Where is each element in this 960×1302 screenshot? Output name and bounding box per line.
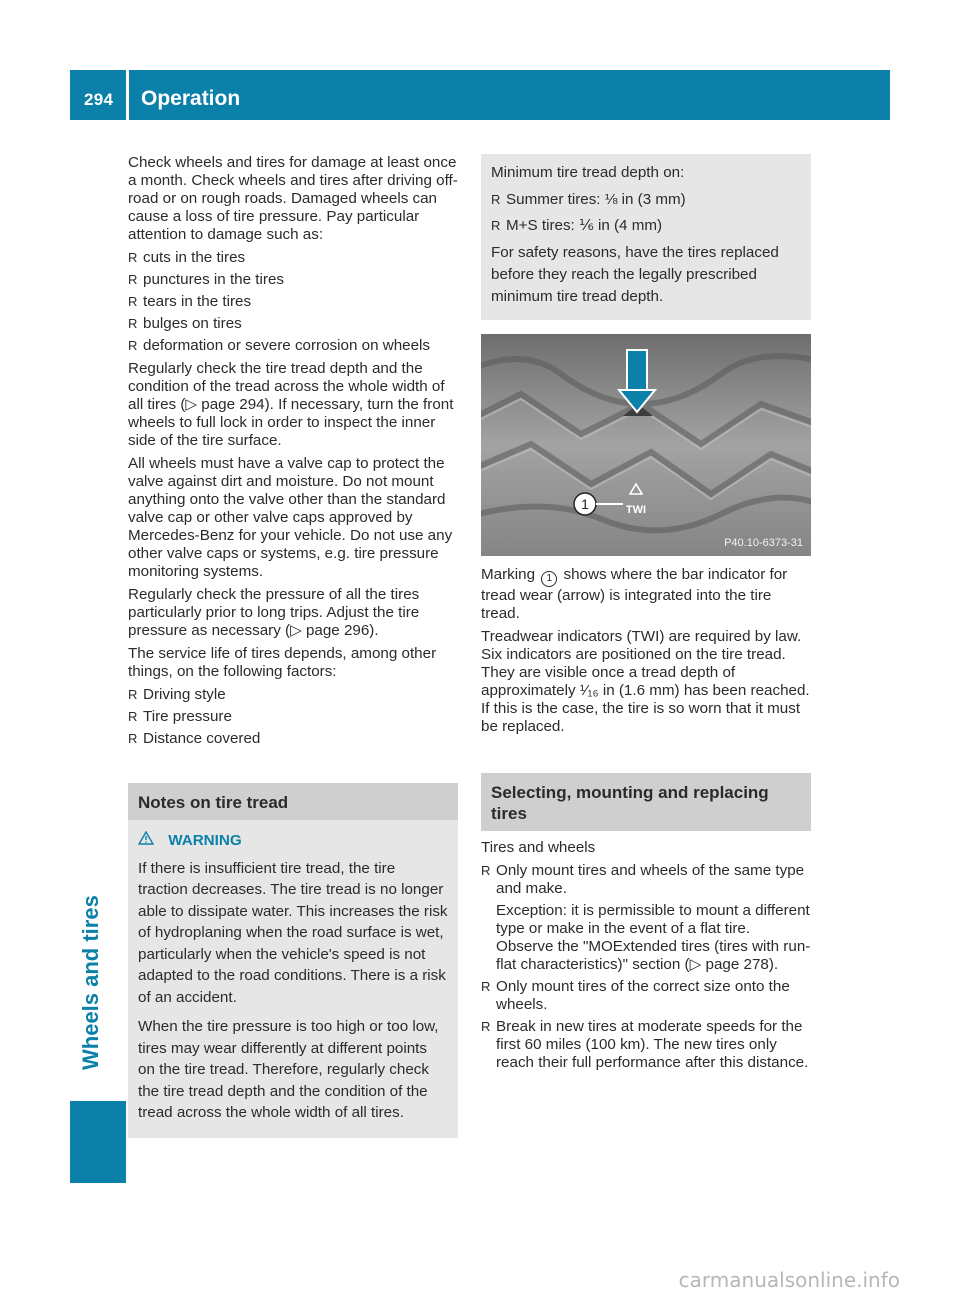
min-tread-title: Minimum tire tread depth on: [491,164,685,181]
rule-text: Only mount tires and wheels of the same type and make. [496,862,805,897]
intro-paragraph: Check wheels and tires for damage at least once a month. Check wheels and tires after driving off-road or on rough roads. Damaged wheels can cause a loss of tire pressure. Pay particular attention to damage such as: [128,154,458,243]
warning-box [128,820,458,1138]
valve-paragraph: All wheels must have a valve cap to protect the valve against dirt and moisture. Do not mount anything onto the valve other than the standard valve cap or other valve caps approved by Mercedes-Benz for your vehicle. Do not use any other valve caps or systems, e.g. tire pressure monitoring systems. [128,455,453,580]
notes-heading: Notes on tire tread [128,783,458,820]
header-divider [126,70,129,120]
pressure-paragraph: Regularly check the pressure of all the tires particularly prior to long trips. Adjust the tire pressure as necessary (▷ page 296). [128,586,420,639]
left-column [128,154,458,1138]
warning-paragraph: When the tire pressure is too high or too low, tires may wear differently at different points on the tire tread. Therefore, regularly check the tire tread depth and the condition of the tread across the whole width of all tires. [138,1018,439,1121]
list-item: R punctures in the tires [128,271,458,289]
page-header [70,70,890,120]
marker-one-icon [574,493,596,515]
rule-text: Break in new tires at moderate speeds for the first 60 miles (100 km). The new tires only reach their full performance after this distance. [496,1018,809,1071]
svg-text:TWI: TWI [625,504,647,516]
svg-text:1: 1 [581,496,589,512]
rules-list [481,862,811,1072]
side-tab-marker [70,1101,126,1183]
warning-icon [138,832,158,849]
marking-text-before: Marking [481,566,536,583]
marking-text-after: shows where the bar indicator for tread wear (arrow) is integrated into the tire tread. [481,566,788,622]
selecting-heading: Selecting, mounting and replacing tires [481,773,811,831]
marking-paragraph [481,566,811,623]
list-item: R Distance covered [128,730,458,748]
min-tread-box [481,154,811,320]
list-item: R deformation or severe corrosion on wheels [128,337,458,355]
warning-label: WARNING [168,832,242,849]
tread-paragraph: Regularly check the tire tread depth and the condition of the tread across the whole width of all tires (▷ page 294). If necessary, turn the front wheels to full lock in order to inspect the inner side of the tire surface. [128,360,454,449]
factors-list [128,686,458,748]
figure-code: P40.10-6373-31 [724,537,803,549]
side-tab-label: Wheels and tires [78,895,103,1070]
rule-text: Only mount tires of the correct size onto the wheels. [496,978,790,1013]
list-item: R Summer tires: ⅛ in (3 mm) [491,189,801,211]
list-item [481,978,811,1014]
section-title: Operation [141,87,241,110]
warning-title [138,830,448,852]
warning-paragraph: If there is insufficient tire tread, the tire traction decreases. The tire tread is no longer able to dissipate water. This increases the risk of hydroplaning when the road surface is wet, particularly when the vehicle's speed is not adapted to the road conditions. There is a risk of an accident. [138,859,448,1006]
min-tread-list [491,189,801,237]
page-number: 294 [84,90,114,109]
twi-paragraph: Treadwear indicators (TWI) are required by law. Six indicators are positioned on the tire tread. They are visible once a tread depth of approximately ¹⁄₁₆ in (1.6 mm) has been reached. If this is the case, the tire is so worn that it must be replaced. [481,628,810,735]
list-item: R tears in the tires [128,293,458,311]
footer-watermark: carmanualsonline.info [678,1268,900,1292]
list-item [481,1018,811,1072]
list-item: R cuts in the tires [128,249,458,267]
circled-one-icon: 1 [541,571,557,587]
damage-list [128,249,458,355]
list-item: R bulges on tires [128,315,458,333]
service-life-paragraph: The service life of tires depends, among other things, on the following factors: [128,645,437,680]
list-item: R Driving style [128,686,458,704]
right-column [481,154,811,1077]
list-item: R Tire pressure [128,708,458,726]
tire-tread-illustration [481,334,811,556]
min-tread-note: For safety reasons, have the tires replaced before they reach the legally prescribed minimum tire tread depth. [491,244,779,305]
tires-wheels-label: Tires and wheels [481,839,596,856]
rule-exception: Exception: it is permissible to mount a different type or make in the event of a flat tire. Observe the "MOExtended tires (tires with run-flat characteristics)" section (▷ page 278). [496,902,811,973]
tire-tread-figure [481,334,811,556]
list-item: R M+S tires: ⅙ in (4 mm) [491,215,801,237]
list-item [481,862,811,974]
